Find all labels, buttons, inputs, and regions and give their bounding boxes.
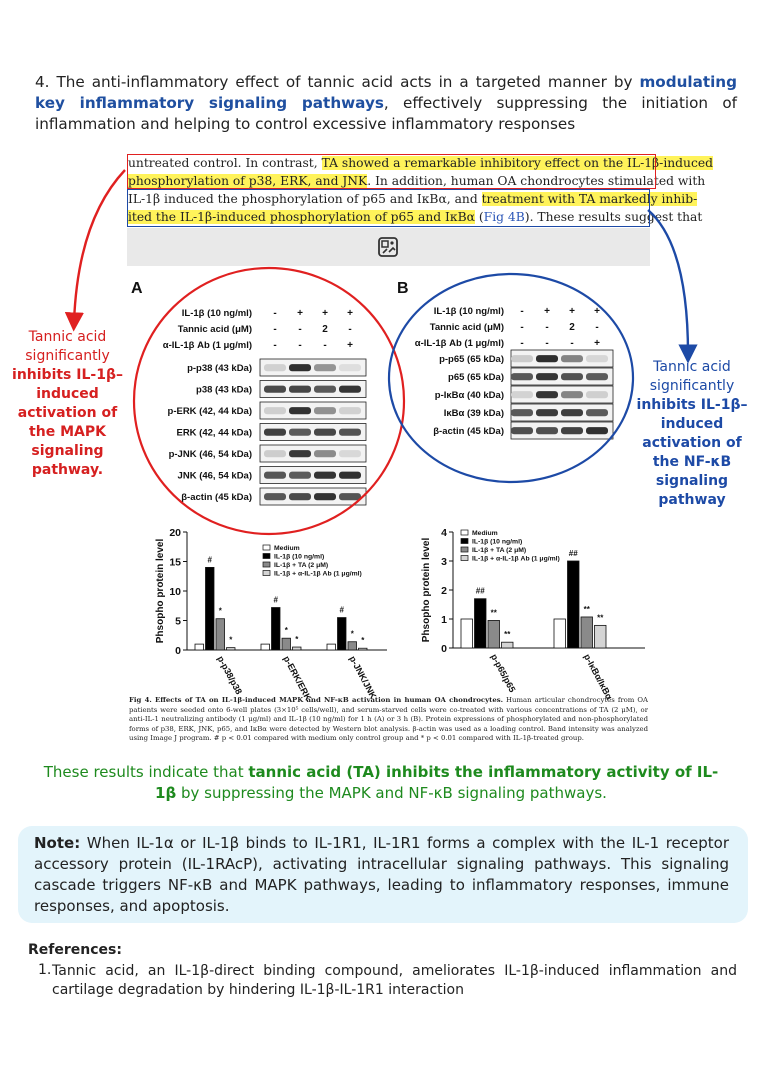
- x-tick-label: p-p65/p65: [488, 652, 518, 695]
- y-tick-label: 2: [441, 585, 447, 597]
- excerpt-text: ). These results suggest that: [524, 210, 703, 224]
- x-tick-label: p-p38/p38: [215, 654, 245, 697]
- conclusion-pre: These results indicate that: [43, 763, 249, 781]
- treatment-value: +: [569, 306, 575, 317]
- blot-label: JNK (46, 54 kDa): [177, 470, 252, 482]
- legend-entry: IL-1β (10 ng/ml): [472, 538, 523, 546]
- significance-marker: ##: [568, 549, 578, 558]
- y-tick-label: 10: [169, 586, 181, 598]
- treatment-value: -: [273, 324, 277, 335]
- y-tick-label: 1: [441, 614, 447, 626]
- note-label: Note:: [34, 834, 81, 852]
- note-text: [34, 833, 729, 917]
- figure-caption-text: Human articular chondrocytes from OA patients were seeded onto 6-well plates (3×10⁵ cells/well), and serum-starved cells were co-treated with various concentrations of TA (2 μM), or anti-IL-1 neutralizing antibody (1 μg/ml) and IL-1β (10 ng/ml) for 1 h (A) or 3 h (B). Protein expressions of phosphorylated and non-phosphorylated forms of p38, ERK, JNK, p65, and IκBα were detected by Western blot analysis. β-actin was used as a loading control. Band intensity was analyzed using Image J program. # p < 0.01 compared with medium only control group and * p < 0.01 compared with IL-1β-treated group.: [129, 696, 648, 743]
- treatment-value: -: [298, 324, 302, 335]
- treatment-label: IL-1β (10 ng/ml): [433, 306, 504, 317]
- treatment-label: Tannic acid (μM): [429, 322, 504, 333]
- y-tick-label: 0: [441, 643, 447, 655]
- blot-label: ERK (42, 44 kDa): [176, 427, 252, 439]
- blot-label: IκBα (39 kDa): [443, 407, 504, 419]
- significance-marker: *: [361, 636, 365, 646]
- side-note-plain: Tannic acid significantly: [25, 329, 110, 364]
- legend-entry: Medium: [274, 545, 300, 552]
- references-title: References:: [28, 942, 122, 958]
- blot-label: p-p65 (65 kDa): [439, 353, 504, 365]
- intro-bold: modulating key inflammatory signaling pathways: [35, 73, 737, 112]
- fig-4b-link[interactable]: Fig 4B: [483, 210, 525, 224]
- x-tick-label: p-JNK/JNK: [347, 654, 379, 701]
- y-tick-label: 15: [169, 556, 181, 569]
- treatment-value: -: [348, 324, 352, 335]
- treatment-value: +: [297, 308, 303, 319]
- side-note-bold: inhibits IL-1β–induced activation of the MAPK signaling pathway.: [12, 367, 123, 478]
- side-note-nfkb: [632, 358, 752, 510]
- side-note-bold: inhibits IL-1β–induced activation of the NF-κB signaling pathway: [636, 397, 748, 508]
- side-note-mapk: [5, 328, 130, 480]
- treatment-value: 2: [322, 324, 328, 335]
- treatment-value: +: [544, 306, 550, 317]
- treatment-value: 2: [569, 322, 575, 333]
- significance-marker: **: [597, 613, 604, 623]
- significance-marker: *: [295, 635, 299, 645]
- treatment-value: -: [520, 322, 524, 333]
- significance-marker: *: [284, 626, 288, 636]
- treatment-value: -: [323, 340, 327, 351]
- treatment-label: α-IL-1β Ab (1 μg/ml): [414, 338, 504, 349]
- treatment-value: -: [520, 306, 524, 317]
- side-note-plain: Tannic acid significantly: [649, 359, 735, 394]
- significance-marker: **: [490, 608, 497, 618]
- conclusion-post: by suppressing the MAPK and NF-κB signaling pathways.: [176, 784, 607, 802]
- treatment-label: IL-1β (10 ng/ml): [181, 308, 252, 319]
- y-tick-label: 5: [175, 615, 181, 628]
- excerpt-text: untreated control. In contrast,: [128, 156, 322, 170]
- blot-label: p-JNK (46, 54 kDa): [168, 448, 252, 460]
- excerpt-text: . In addition, human OA chondrocytes stimulated with: [367, 174, 706, 188]
- treatment-value: -: [545, 338, 549, 349]
- blot-label: p-ERK (42, 44 kDa): [167, 405, 252, 417]
- blot-label: p65 (65 kDa): [448, 371, 504, 383]
- y-tick-label: 0: [175, 645, 181, 657]
- conclusion-bold: tannic acid (TA) inhibits the inflammatory activity of IL-1β: [155, 763, 719, 802]
- red-arrow: [74, 170, 125, 322]
- significance-marker: *: [350, 629, 354, 639]
- legend-entry: IL-1β (10 ng/ml): [274, 553, 325, 561]
- blue-arrow: [648, 210, 688, 354]
- treatment-label: α-IL-1β Ab (1 μg/ml): [162, 340, 252, 351]
- significance-marker: ##: [475, 586, 485, 596]
- treatment-value: -: [298, 340, 302, 351]
- significance-marker: #: [273, 595, 278, 605]
- y-axis-label: Phsopho protein level: [421, 537, 432, 643]
- panel-label: B: [397, 280, 409, 297]
- blot-label: β-actin (45 kDa): [433, 425, 504, 437]
- reference-item: Tannic acid, an IL-1β-direct binding compound, ameliorates IL-1β-induced inflammation and cartilage degradation by hindering IL-1β-IL-1R1 interaction: [52, 963, 737, 998]
- significance-marker: *: [229, 635, 233, 645]
- treatment-value: +: [347, 308, 353, 319]
- significance-marker: *: [218, 606, 222, 616]
- intro-post: , effectively suppressing the initiation of inflammation and helping to control excessive inflammatory responses: [35, 94, 737, 133]
- blot-label: β-actin (45 kDa): [181, 491, 252, 503]
- y-tick-label: 3: [441, 556, 447, 568]
- blot-label: p-p38 (43 kDa): [187, 362, 252, 374]
- excerpt-highlight: TA showed a remarkable inhibitory effect on the IL-1β-induced: [321, 156, 713, 170]
- excerpt-highlight: treatment with TA markedly inhib-: [481, 192, 698, 206]
- legend-entry: Medium: [472, 530, 498, 537]
- treatment-value: +: [594, 338, 600, 349]
- legend-entry: IL-1β + α-IL-1β Ab (1 μg/ml): [274, 570, 362, 578]
- y-tick-label: 20: [169, 527, 181, 539]
- significance-marker: **: [504, 630, 511, 640]
- excerpt-text: IL-1β induced the phosphorylation of p65 and IκBα, and: [128, 192, 482, 206]
- treatment-value: -: [273, 340, 277, 351]
- intro-pre: 4. The anti-inflammatory effect of tannic acid acts in a targeted manner by: [35, 73, 640, 91]
- excerpt-text: (: [474, 210, 484, 224]
- treatment-label: Tannic acid (μM): [177, 324, 252, 335]
- blot-label: p38 (43 kDa): [196, 384, 252, 396]
- reference-number: 1.: [38, 962, 52, 978]
- treatment-value: -: [595, 322, 599, 333]
- treatment-value: +: [594, 306, 600, 317]
- blot-label: p-IκBα (40 kDa): [434, 389, 504, 401]
- significance-marker: #: [207, 555, 212, 565]
- legend-entry: IL-1β + TA (2 μM): [472, 547, 527, 554]
- treatment-value: -: [570, 338, 574, 349]
- legend-entry: IL-1β + TA (2 μM): [274, 562, 329, 569]
- treatment-value: -: [545, 322, 549, 333]
- y-axis-label: Phsopho protein level: [155, 538, 166, 644]
- treatment-value: -: [520, 338, 524, 349]
- excerpt-highlight: ited the IL-1β-induced phosphorylation of p65 and IκBα: [128, 210, 475, 224]
- treatment-value: -: [273, 308, 277, 319]
- significance-marker: **: [583, 604, 590, 614]
- conclusion: [40, 762, 722, 804]
- treatment-value: +: [347, 340, 353, 351]
- treatment-value: +: [322, 308, 328, 319]
- significance-marker: #: [339, 605, 344, 615]
- x-tick-label: p-ERK/ERK: [281, 654, 314, 703]
- note-body: When IL-1α or IL-1β binds to IL-1R1, IL-1R1 forms a complex with the IL-1 receptor accessory protein (IL-1RAcP), activating intracellular signaling pathways. This signaling cascade triggers NF-κB and MAPK pathways, leading to inflammatory responses, immune responses, and apoptosis.: [34, 834, 729, 915]
- figure-caption-title: Fig 4. Effects of TA on IL-1β-induced MAPK and NF-κB activation in human OA chondrocytes.: [129, 696, 503, 704]
- excerpt-highlight: phosphorylation of p38, ERK, and JNK: [128, 174, 368, 188]
- y-tick-label: 4: [441, 527, 447, 539]
- legend-entry: IL-1β + α-IL-1β Ab (1 μg/ml): [472, 555, 560, 563]
- panel-label: A: [131, 280, 143, 297]
- x-tick-label: p-IκBα/IκBα: [581, 652, 615, 702]
